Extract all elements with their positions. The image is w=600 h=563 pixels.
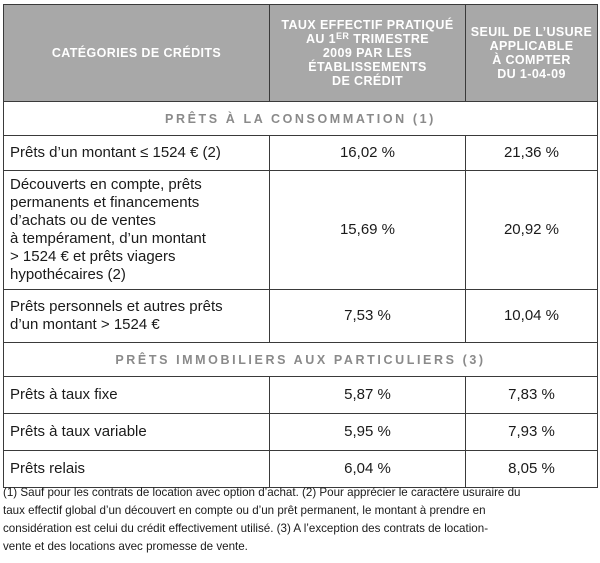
table-row (4, 377, 598, 414)
header-usury-threshold-line1: SEUIL DE L’USURE (470, 25, 593, 39)
table-row (4, 451, 598, 488)
header-usury-threshold-line4: DU 1-04-09 (497, 67, 566, 81)
credit-category-label: Prêts à taux fixe (10, 386, 118, 403)
header-usury-threshold-line3: À COMPTER (492, 53, 571, 67)
credit-category-cell (4, 136, 270, 171)
header-effective-rate-line2-suffix: TRIMESTRE (349, 32, 430, 46)
effective-rate-cell: 5,87 % (270, 377, 466, 414)
section-row-home-loans (4, 343, 598, 377)
effective-rate-cell: 6,04 % (270, 451, 466, 488)
section-row-consumer-loans (4, 102, 598, 136)
header-row (4, 5, 598, 102)
credit-category-label: Prêts d’un montant ≤ 1524 € (2) (10, 144, 221, 161)
table-row (4, 171, 598, 290)
header-effective-rate-line2-sup: ER (336, 31, 350, 41)
footnote (3, 484, 599, 556)
header-effective-rate-line5: DE CRÉDIT (332, 74, 403, 88)
usury-rates-table (3, 4, 598, 488)
effective-rate-cell: 16,02 % (270, 136, 466, 171)
effective-rate-cell: 7,53 % (270, 290, 466, 343)
credit-category-line: d’un montant > 1524 € (10, 316, 160, 333)
footnote-line: considération est celui du crédit effectivement utilisé. (3) A l’exception des contrats de location- (3, 522, 489, 535)
credit-category-line: Découverts en compte, prêts (10, 176, 202, 193)
credit-category-line: permanents et financements (10, 194, 200, 211)
usury-threshold-cell: 7,83 % (466, 377, 598, 414)
credit-category-label: Prêts relais (10, 460, 86, 477)
credit-category-line: à tempérament, d’un montant (10, 230, 206, 247)
table-row (4, 414, 598, 451)
credit-category-line: hypothécaires (2) (10, 266, 126, 283)
effective-rate-cell: 15,69 % (270, 171, 466, 290)
usury-threshold-cell: 21,36 % (466, 136, 598, 171)
footnote-line: (1) Sauf pour les contrats de location avec option d’achat. (2) Pour apprécier le caractère usuraire du (3, 486, 521, 499)
table-row (4, 290, 598, 343)
credit-category-cell (4, 414, 270, 451)
section-title: PRÊTS IMMOBILIERS AUX PARTICULIERS (3) (4, 343, 598, 377)
header-usury-threshold (466, 5, 598, 102)
footnote-line: taux effectif global d’un découvert en compte ou d’un prêt permanent, le montant à prendre en (3, 504, 486, 517)
header-effective-rate-line1: TAUX EFFECTIF PRATIQUÉ (281, 18, 454, 32)
header-credit-categories-label: CATÉGORIES DE CRÉDITS (51, 46, 222, 60)
header-effective-rate-line4: ÉTABLISSEMENTS (308, 60, 427, 74)
credit-category-line: Prêts personnels et autres prêts (10, 298, 223, 315)
usury-threshold-cell: 20,92 % (466, 171, 598, 290)
credit-category-line: d’achats ou de ventes (10, 212, 156, 229)
credit-category-cell (4, 171, 270, 290)
usury-threshold-cell: 10,04 % (466, 290, 598, 343)
credit-category-cell (4, 377, 270, 414)
section-title: PRÊTS À LA CONSOMMATION (1) (4, 102, 598, 136)
header-effective-rate-line2-prefix: AU 1 (305, 32, 337, 46)
effective-rate-cell: 5,95 % (270, 414, 466, 451)
credit-category-cell (4, 451, 270, 488)
credit-category-label: Prêts à taux variable (10, 423, 147, 440)
credit-category-cell (4, 290, 270, 343)
credit-category-line: > 1524 € et prêts viagers (10, 248, 176, 265)
footnote-line: vente et des locations avec promesse de vente. (3, 540, 248, 553)
usury-threshold-cell: 8,05 % (466, 451, 598, 488)
header-effective-rate (270, 5, 466, 102)
header-effective-rate-line3: 2009 PAR LES (322, 46, 413, 60)
header-usury-threshold-line2: APPLICABLE (489, 39, 574, 53)
table-row (4, 136, 598, 171)
usury-threshold-cell: 7,93 % (466, 414, 598, 451)
header-credit-categories (4, 5, 270, 102)
